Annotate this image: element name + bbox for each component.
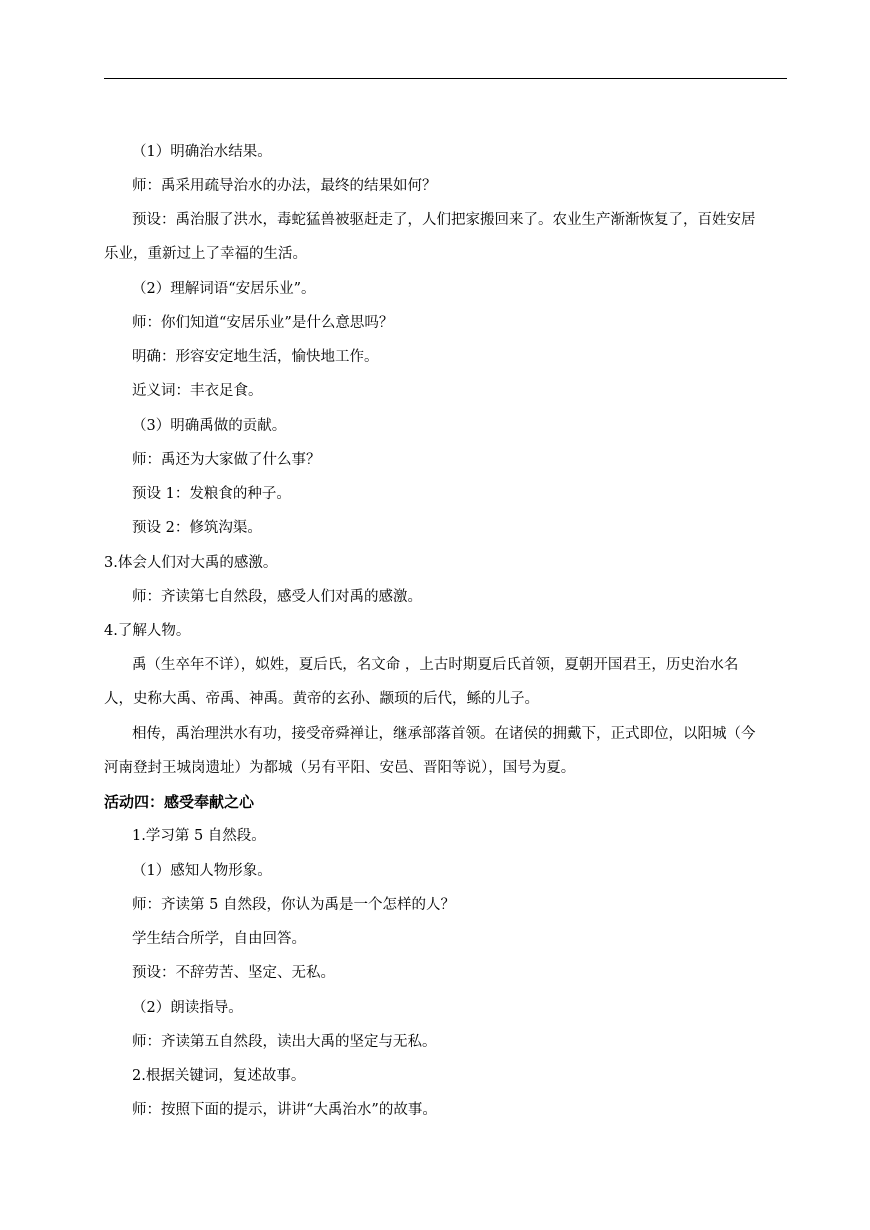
subheading-phrase: （2）理解词语“安居乐业”。 — [132, 281, 316, 297]
paragraph-line: 师：禹采用疏导治水的办法，最终的结果如何？ — [132, 178, 437, 194]
subheading-contribution: （3）明确禹做的贡献。 — [132, 418, 287, 434]
paragraph-line: 预设 2：修筑沟渠。 — [132, 520, 262, 536]
paragraph-line: 明确：形容安定地生活，愉快地工作。 — [132, 349, 379, 365]
paragraph-line: 人，史称大禹、帝禹、神禹。黄帝的玄孙、颛顼的后代，鲧的儿子。 — [104, 691, 539, 707]
paragraph-line: 预设 1：发粮食的种子。 — [132, 486, 291, 502]
subheading-image: （1）感知人物形象。 — [132, 863, 272, 879]
subheading-reading: （2）朗读指导。 — [132, 1000, 243, 1016]
paragraph-line: 近义词：丰衣足食。 — [132, 383, 263, 399]
section-item-1: 1.学习第 5 自然段。 — [132, 828, 266, 844]
section-item-4: 4.了解人物。 — [104, 623, 191, 639]
paragraph-line: 师：你们知道“安居乐业”是什么意思吗？ — [132, 315, 394, 331]
paragraph-line: 师：齐读第 5 自然段，你认为禹是一个怎样的人？ — [132, 897, 455, 913]
paragraph-line: 河南登封王城岗遗址）为都城（另有平阳、安邑、晋阳等说），国号为夏。 — [104, 760, 576, 776]
paragraph-line: 乐业，重新过上了幸福的生活。 — [104, 246, 307, 262]
subheading-result: （1）明确治水结果。 — [132, 144, 272, 160]
paragraph-line: 师：齐读第五自然段，读出大禹的坚定与无私。 — [132, 1034, 437, 1050]
activity-heading: 活动四：感受奉献之心 — [104, 793, 255, 811]
paragraph-line: 师：按照下面的提示，讲讲“大禹治水”的故事。 — [132, 1102, 437, 1118]
paragraph-line: 师：齐读第七自然段，感受人们对禹的感激。 — [132, 589, 422, 605]
paragraph-line: 预设：不辞劳苦、坚定、无私。 — [132, 965, 335, 981]
section-item-2: 2.根据关键词，复述故事。 — [132, 1068, 306, 1084]
paragraph-line: 师：禹还为大家做了什么事？ — [132, 452, 321, 468]
paragraph-line: 学生结合所学，自由回答。 — [132, 931, 306, 947]
paragraph-line: 预设：禹治服了洪水，毒蛇猛兽被驱赶走了，人们把家搬回来了。农业生产渐渐恢复了，百姓安居 — [132, 212, 756, 228]
header-rule — [104, 78, 787, 79]
section-item-3: 3.体会人们对大禹的感激。 — [104, 555, 278, 571]
paragraph-line: 相传，禹治理洪水有功，接受帝舜禅让，继承部落首领。在诸侯的拥戴下，正式即位，以阳城（今 — [132, 726, 756, 742]
paragraph-line: 禹（生卒年不详），姒姓，夏后氏，名文命 ，上古时期夏后氏首领，夏朝开国君王，历史治水名 — [132, 657, 739, 673]
